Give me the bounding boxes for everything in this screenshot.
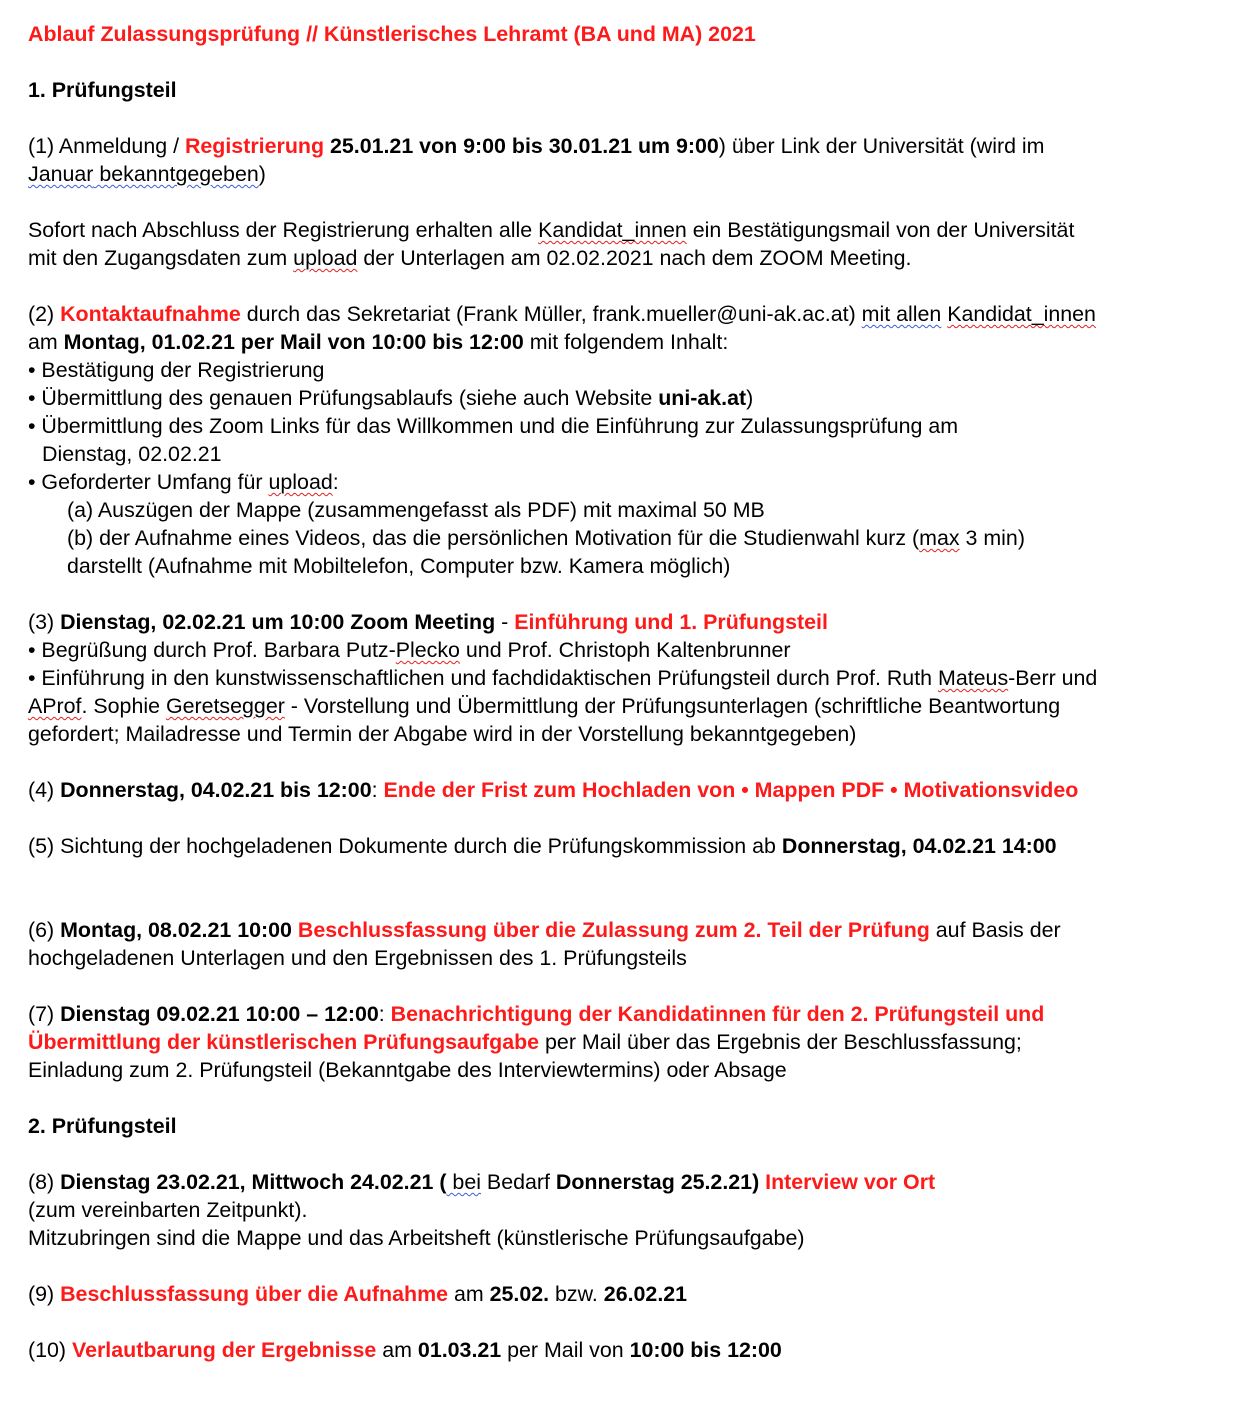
step-6-line-1: (6) Montag, 08.02.21 10:00 Beschlussfassung über die Zulassung zum 2. Teil der Prüfung auf Basis der (28, 918, 1061, 942)
step-8-line-1: (8) Dienstag 23.02.21, Mittwoch 24.02.21 ( bei Bedarf Donnerstag 25.2.21) Interview vor Ort (28, 1170, 936, 1194)
step-3-line-1: (3) Dienstag, 02.02.21 um 10:00 Zoom Meeting - Einführung und 1. Prüfungsteil (28, 610, 828, 634)
grammar-mark: Januar (28, 162, 94, 186)
step-6-highlight: Beschlussfassung über die Zulassung zum 2. Teil der Prüfung (297, 918, 930, 942)
spelling-mark: upload (268, 470, 333, 494)
step-8-line-3: Mitzubringen sind die Mappe und das Arbeitsheft (künstlerische Prüfungsaufgabe) (28, 1226, 805, 1250)
step-3-bullet-2-cont: AProf. Sophie Geretsegger - Vorstellung und Übermittlung der Prüfungsunterlagen (schriftliche Beantwortung (28, 694, 1061, 718)
spelling-mark: max (919, 526, 960, 550)
step-4-line-1: (4) Donnerstag, 04.02.21 bis 12:00: Ende der Frist zum Hochladen von • Mappen PDF • Motivationsvideo (28, 778, 1079, 802)
spelling-mark: AProf (28, 694, 82, 718)
step-1-line-2: Januar bekanntgegeben) (28, 162, 266, 186)
spelling-mark: Kandidat_innen (538, 218, 687, 242)
spelling-mark: Plecko (395, 638, 460, 662)
step-2-sub-b: (b) der Aufnahme eines Videos, das die persönlichen Motivation für die Studienwahl kurz (max 3 min) (67, 526, 1025, 550)
website-link: uni-ak.at (658, 386, 747, 410)
step-1-highlight: Registrierung (184, 134, 325, 158)
step-2-bullet-3-cont: Dienstag, 02.02.21 (42, 442, 222, 466)
step-9-line-1: (9) Beschlussfassung über die Aufnahme am 25.02. bzw. 26.02.21 (28, 1282, 688, 1306)
confirmation-paragraph-line-1: Sofort nach Abschluss der Registrierung erhalten alle Kandidat_innen ein Bestätigungsmail von der Universität (28, 218, 1075, 242)
step-2-bullet-1: • Bestätigung der Registrierung (28, 358, 325, 382)
step-7-line-2: Übermittlung der künstlerischen Prüfungsaufgabe per Mail über das Ergebnis der Beschlussfassung; (28, 1030, 1022, 1054)
step-8-line-2: (zum vereinbarten Zeitpunkt). (28, 1198, 308, 1222)
step-8-highlight: Interview vor Ort (765, 1170, 936, 1194)
step-6-line-2: hochgeladenen Unterlagen und den Ergebnissen des 1. Prüfungsteils (28, 946, 687, 970)
step-2-line-2: am Montag, 01.02.21 per Mail von 10:00 bis 12:00 mit folgendem Inhalt: (28, 330, 729, 354)
step-4-highlight: Ende der Frist zum Hochladen von • Mappen PDF • Motivationsvideo (383, 778, 1079, 802)
step-7-line-3: Einladung zum 2. Prüfungsteil (Bekanntgabe des Interviewtermins) oder Absage (28, 1058, 787, 1082)
document-page (28, 20, 1218, 1364)
step-7-highlight: Benachrichtigung der Kandidatinnen für den 2. Prüfungsteil und (390, 1002, 1045, 1026)
step-3-bullet-1: • Begrüßung durch Prof. Barbara Putz-Plecko und Prof. Christoph Kaltenbrunner (28, 638, 791, 662)
step-2-line-1: (2) Kontaktaufnahme durch das Sekretariat (Frank Müller, frank.mueller@uni-ak.ac.at) mit allen Kandidat_innen (28, 302, 1096, 326)
grammar-mark: mit allen (861, 302, 942, 326)
step-2-sub-a: (a) Auszügen der Mappe (zusammengefasst als PDF) mit maximal 50 MB (67, 498, 765, 522)
grammar-mark: bei (446, 1170, 481, 1194)
step-10-line-1: (10) Verlautbarung der Ergebnisse am 01.03.21 per Mail von 10:00 bis 12:00 (28, 1338, 782, 1362)
step-2-sub-b-cont: darstellt (Aufnahme mit Mobiltelefon, Computer bzw. Kamera möglich) (67, 554, 731, 578)
step-9-highlight: Beschlussfassung über die Aufnahme (60, 1282, 448, 1306)
step-7-highlight-2: Übermittlung der künstlerischen Prüfungsaufgabe (28, 1030, 540, 1054)
step-10-highlight: Verlautbarung der Ergebnisse (71, 1338, 377, 1362)
step-2-bullet-2: • Übermittlung des genauen Prüfungsablaufs (siehe auch Website uni-ak.at) (28, 386, 754, 410)
part-1-heading: 1. Prüfungsteil (28, 78, 177, 102)
step-3-highlight: Einführung und 1. Prüfungsteil (514, 610, 828, 634)
step-7-line-1: (7) Dienstag 09.02.21 10:00 – 12:00: Benachrichtigung der Kandidatinnen für den 2. Prüfungsteil und (28, 1002, 1045, 1026)
step-2-bullet-4: • Geforderter Umfang für upload: (28, 470, 339, 494)
part-2-heading: 2. Prüfungsteil (28, 1114, 177, 1138)
step-1-line-1: (1) Anmeldung / Registrierung 25.01.21 von 9:00 bis 30.01.21 um 9:00) über Link der Universität (wird im (28, 134, 1045, 158)
step-5-line-1: (5) Sichtung der hochgeladenen Dokumente durch die Prüfungskommission ab Donnerstag, 04.02.21 14:00 (28, 834, 1057, 858)
spelling-mark: upload (293, 246, 358, 270)
spelling-mark: Geretsegger (165, 694, 285, 718)
step-3-bullet-2: • Einführung in den kunstwissenschaftlichen und fachdidaktischen Prüfungsteil durch Prof. Ruth Mateus-Berr und (28, 666, 1098, 690)
confirmation-paragraph-line-2: mit den Zugangsdaten zum upload der Unterlagen am 02.02.2021 nach dem ZOOM Meeting. (28, 246, 912, 270)
step-2-highlight: Kontaktaufnahme (60, 302, 241, 326)
step-3-bullet-2-cont-2: gefordert; Mailadresse und Termin der Abgabe wird in der Vorstellung bekanntgegeben) (28, 722, 857, 746)
spelling-mark: Kandidat_innen (947, 302, 1096, 326)
document-title: Ablauf Zulassungsprüfung // Künstlerisches Lehramt (BA und MA) 2021 (28, 22, 756, 46)
spelling-mark: Mateus (938, 666, 1009, 690)
step-2-bullet-3: • Übermittlung des Zoom Links für das Willkommen und die Einführung zur Zulassungsprüfung am (28, 414, 959, 438)
